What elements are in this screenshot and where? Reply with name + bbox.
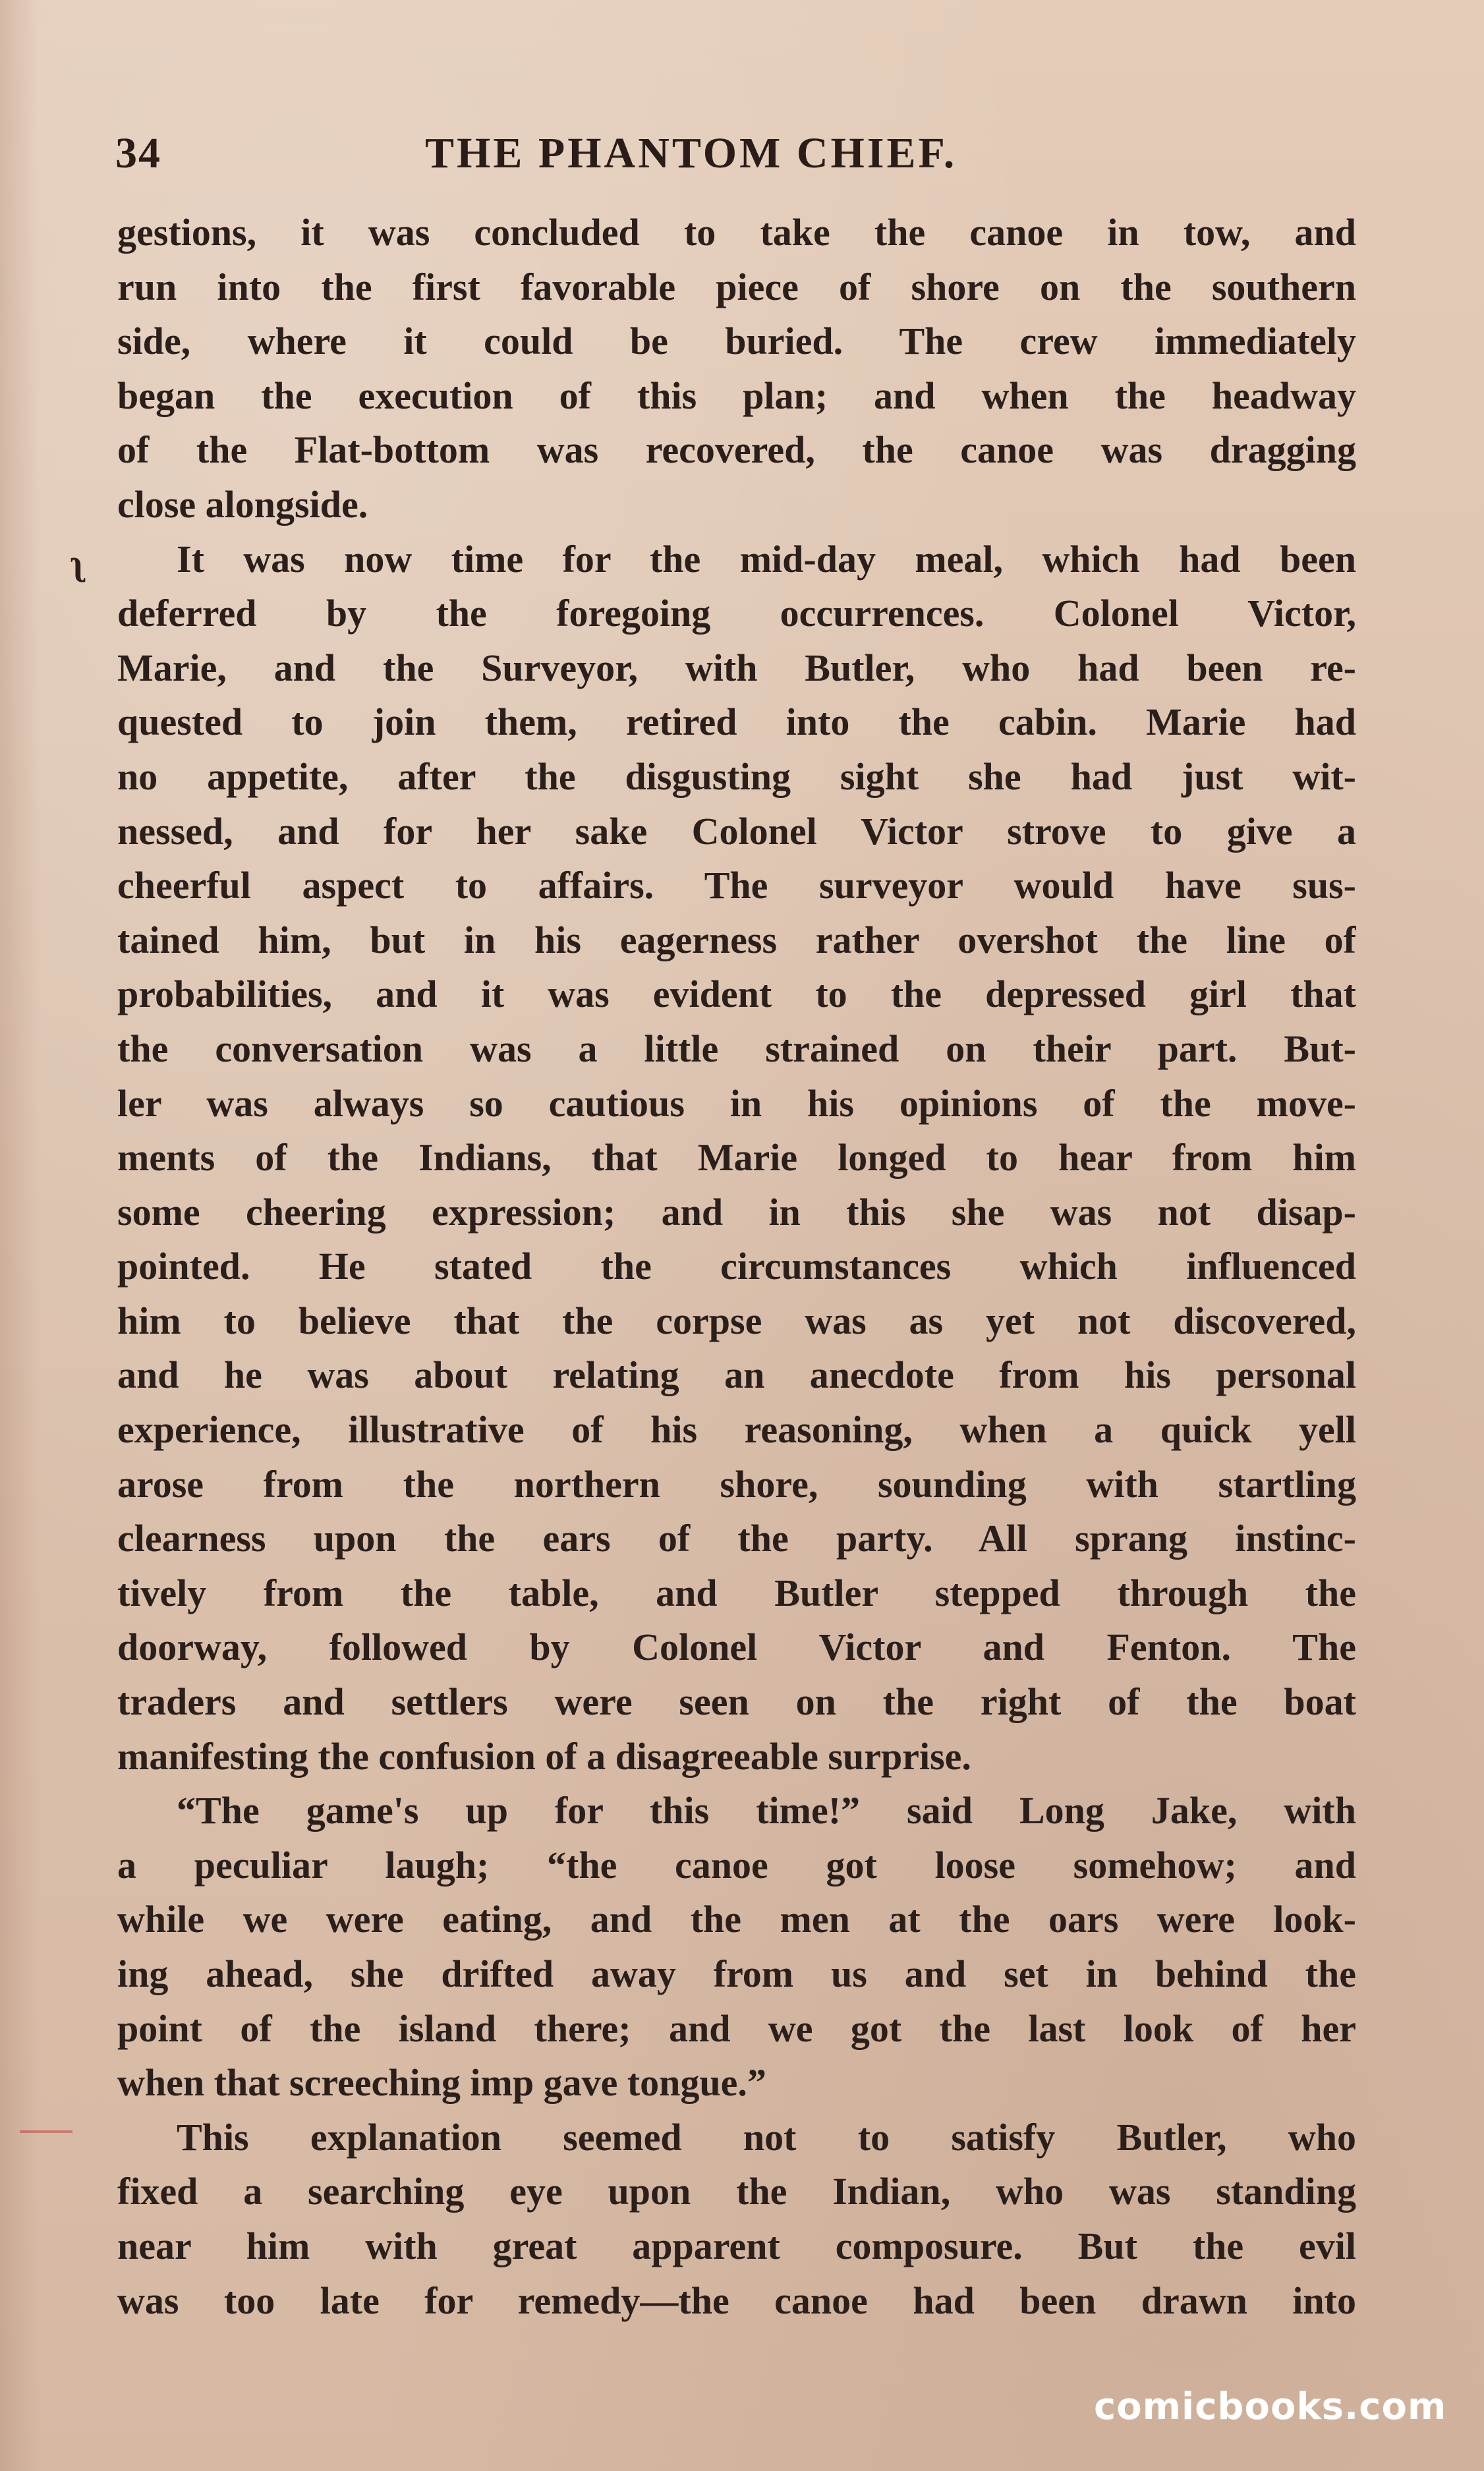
text-line: pointed. He stated the circumstances which influenced — [117, 1245, 1356, 1288]
text-line: was too late for remedy—the canoe had been drawn into — [117, 2279, 1356, 2322]
text-line: the conversation was a little strained on their part. But- — [117, 1027, 1356, 1070]
text-line: point of the island there; and we got the last look of her — [117, 2006, 1356, 2050]
text-line: manifesting the confusion of a disagreeable surprise. — [117, 1734, 971, 1778]
text-line: clearness upon the ears of the party. All sprang instinc- — [117, 1517, 1356, 1560]
text-line: run into the first favorable piece of shore on the southern — [117, 265, 1356, 308]
text-line: experience, illustrative of his reasoning, when a quick yell — [117, 1408, 1356, 1452]
text-line: a peculiar laugh; “the canoe got loose somehow; and — [117, 1843, 1356, 1887]
body-text — [117, 206, 1356, 2328]
page-number: 34 — [115, 129, 161, 177]
margin-mark: ʅ — [71, 543, 84, 582]
page-edge-shadow — [0, 0, 40, 2471]
text-line: of the Flat-bottom was recovered, the canoe was dragging — [117, 428, 1356, 472]
text-line: close alongside. — [117, 482, 368, 526]
paragraph-start-line: “The game's up for this time!” said Long Jake, with — [177, 1789, 1356, 1832]
text-line: gestions, it was concluded to take the canoe in tow, and — [117, 211, 1356, 254]
text-line: tively from the table, and Butler stepped through the — [117, 1571, 1356, 1614]
text-line: and he was about relating an anecdote from his personal — [117, 1353, 1356, 1397]
text-line: him to believe that the corpse was as yet not discovered, — [117, 1299, 1356, 1342]
text-line: cheerful aspect to affairs. The surveyor would have sus- — [117, 864, 1356, 907]
text-line: deferred by the foregoing occurrences. Colonel Victor, — [117, 592, 1356, 635]
text-line: probabilities, and it was evident to the depressed girl that — [117, 973, 1356, 1016]
red-scratch-mark — [20, 2130, 72, 2133]
text-line: when that screeching imp gave tongue.” — [117, 2061, 766, 2105]
text-line: traders and settlers were seen on the right of the boat — [117, 1680, 1356, 1724]
paragraph-start-line: This explanation seemed not to satisfy Butler, who — [177, 2115, 1356, 2159]
text-line: tained him, but in his eagerness rather overshot the line of — [117, 918, 1356, 961]
running-head: THE PHANTOM CHIEF. — [425, 129, 957, 177]
text-line: Marie, and the Surveyor, with Butler, who had been re- — [117, 646, 1356, 689]
text-line: ments of the Indians, that Marie longed to hear from him — [117, 1136, 1356, 1179]
text-line: some cheering expression; and in this she was not disap- — [117, 1190, 1356, 1234]
text-line: doorway, followed by Colonel Victor and Fenton. The — [117, 1626, 1356, 1669]
text-line: no appetite, after the disgusting sight she had just wit- — [117, 754, 1356, 798]
text-line: near him with great apparent composure. But the evil — [117, 2224, 1356, 2267]
text-line: side, where it could be buried. The crew immediately — [117, 320, 1356, 363]
text-line: began the execution of this plan; and when the headway — [117, 374, 1356, 417]
page-header — [115, 128, 1367, 188]
text-line: arose from the northern shore, sounding with startling — [117, 1462, 1356, 1506]
text-line: nessed, and for her sake Colonel Victor strove to give a — [117, 809, 1356, 853]
paragraph-start-line: It was now time for the mid-day meal, which had been — [177, 537, 1356, 581]
text-line: while we were eating, and the men at the oars were look- — [117, 1898, 1356, 1941]
text-line: quested to join them, retired into the cabin. Marie had — [117, 700, 1356, 744]
text-line: ing ahead, she drifted away from us and set in behind the — [117, 1952, 1356, 1995]
watermark: comicbooks.com — [1094, 2385, 1447, 2428]
text-line: ler was always so cautious in his opinions of the move- — [117, 1081, 1356, 1125]
text-line: fixed a searching eye upon the Indian, who was standing — [117, 2170, 1356, 2213]
